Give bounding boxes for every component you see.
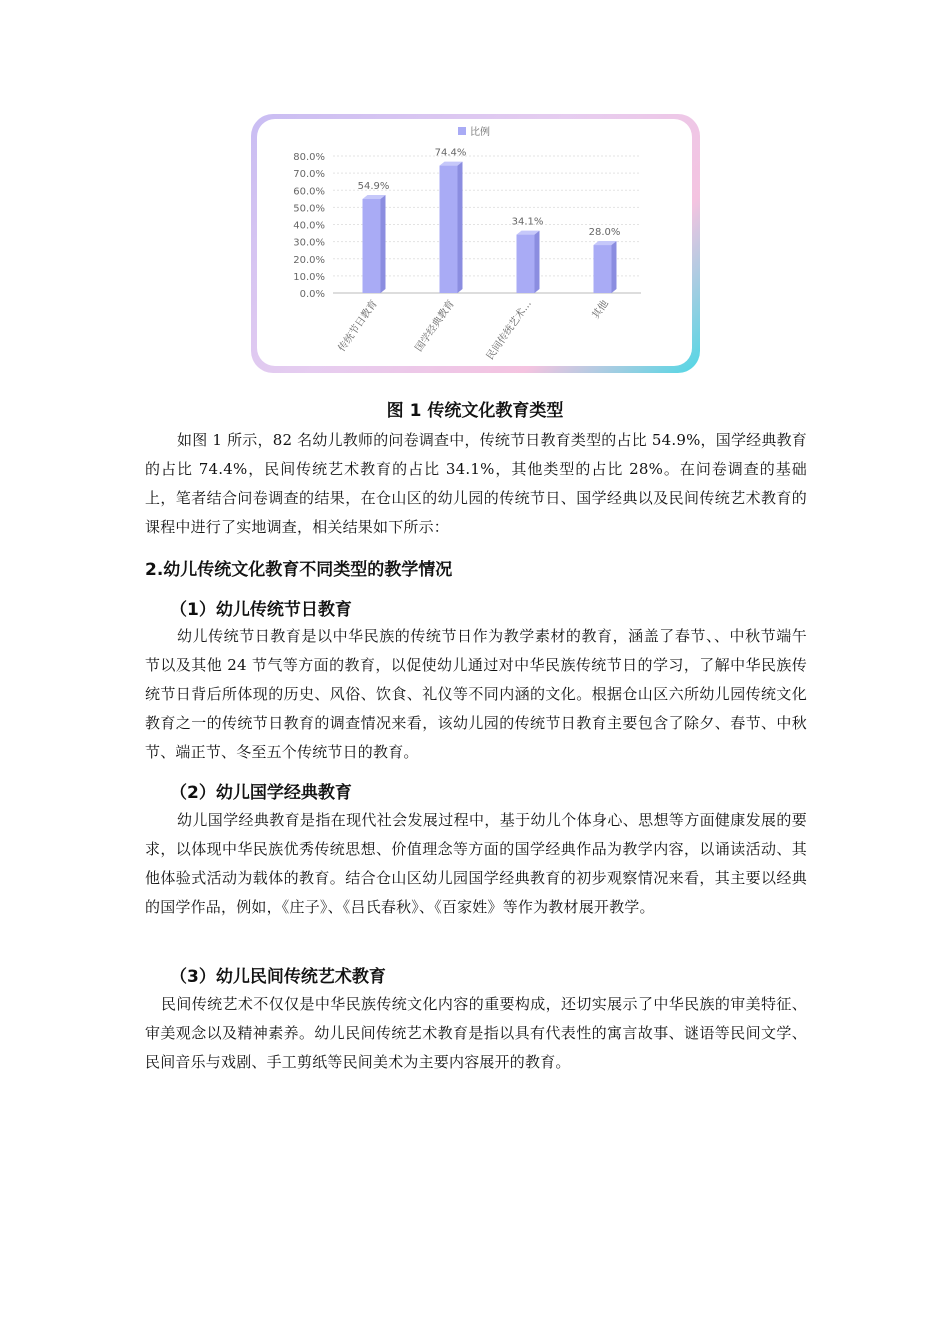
y-tick-label: 0.0% <box>299 289 325 300</box>
y-tick-label: 80.0% <box>293 152 325 163</box>
classics-paragraph: 幼儿国学经典教育是指在现代社会发展过程中，基于幼儿个体身心、思想等方面健康发展的要求，以体现中华民族优秀传统思想、价值理念等方面的国学经典作品为教学内容，以诵读活动、其他体验式活动为载体的教育。结合仓山区幼儿园国学经典教育的初步观察情况来看，其主要以经典的国学作品，例如，《庄子》、《吕氏春秋》、《百家姓》等作为教材展开教学。 <box>145 811 807 916</box>
bar-side <box>381 195 386 293</box>
y-tick-label: 50.0% <box>293 203 325 215</box>
festival-paragraph: 幼儿传统节日教育是以中华民族的传统节日作为教学素材的教育，涵盖了春节、、中秋节端午节以及其他 24 节气等方面的教育，以促使幼儿通过对中华民族传统节日的学习，了解中华民族传统节日背后所体现的历史、风俗、饮食、礼仪等不同内涵的文化。根据仓山区六所幼儿园传统文化教育之一的传统节日教育的调查情况来看，该幼儿园的传统节日教育主要包含了除夕、春节、中秋节、端正节、冬至五个传统节日的教育。 <box>145 627 807 761</box>
bar <box>594 245 612 293</box>
subsection-heading-festival: （1）幼儿传统节日教育 <box>170 600 352 620</box>
bar-side <box>458 162 463 293</box>
y-tick-label: 20.0% <box>293 254 325 266</box>
data-label: 28.0% <box>588 227 621 239</box>
x-tick-label: 国学经典教育 <box>413 298 457 354</box>
bar <box>363 199 381 293</box>
data-label: 34.1% <box>511 216 544 228</box>
bar-side <box>535 231 540 293</box>
figure-chart <box>251 114 700 373</box>
y-tick-label: 30.0% <box>293 237 325 249</box>
bar-chart <box>251 114 700 373</box>
figure-caption: 图 1 传统文化教育类型 <box>386 401 564 421</box>
y-tick-label: 60.0% <box>293 186 325 198</box>
y-tick-label: 70.0% <box>293 169 325 181</box>
x-tick-label: 民间传统艺术… <box>484 298 534 363</box>
legend-label: 比例 <box>470 127 490 138</box>
x-tick-label: 其他 <box>590 298 611 322</box>
data-label: 74.4% <box>434 147 467 159</box>
subsection-heading-folk-art: （3）幼儿民间传统艺术教育 <box>170 967 386 987</box>
bar <box>440 166 458 293</box>
section-heading: 2.幼儿传统文化教育不同类型的教学情况 <box>145 560 453 580</box>
y-tick-label: 40.0% <box>293 220 325 232</box>
data-label: 54.9% <box>357 180 390 192</box>
legend-swatch <box>458 127 466 135</box>
folk-art-paragraph: 民间传统艺术不仅仅是中华民族传统文化内容的重要构成，还切实展示了中华民族的审美特征、审美观念以及精神素养。幼儿民间传统艺术教育是指以具有代表性的寓言故事、谜语等民间文学、民间音乐与戏剧、手工剪纸等民间美术为主要内容展开的教育。 <box>145 995 807 1071</box>
y-tick-label: 10.0% <box>293 271 325 283</box>
bar-side <box>612 241 617 293</box>
bar <box>517 235 535 293</box>
intro-paragraph: 如图 1 所示，82 名幼儿教师的问卷调查中，传统节日教育类型的占比 54.9%，国学经典教育的占比 74.4%，民间传统艺术教育的占比 34.1%，其他类型的占比 28%。在问卷调查的基础上，笔者结合问卷调查的结果，在仓山区的幼儿园的传统节日、国学经典以及民间传统艺术教育的课程中进行了实地调查，相关结果如下所示： <box>145 431 807 536</box>
subsection-heading-classics: （2）幼儿国学经典教育 <box>170 783 352 803</box>
x-tick-label: 传统节日教育 <box>336 298 380 354</box>
